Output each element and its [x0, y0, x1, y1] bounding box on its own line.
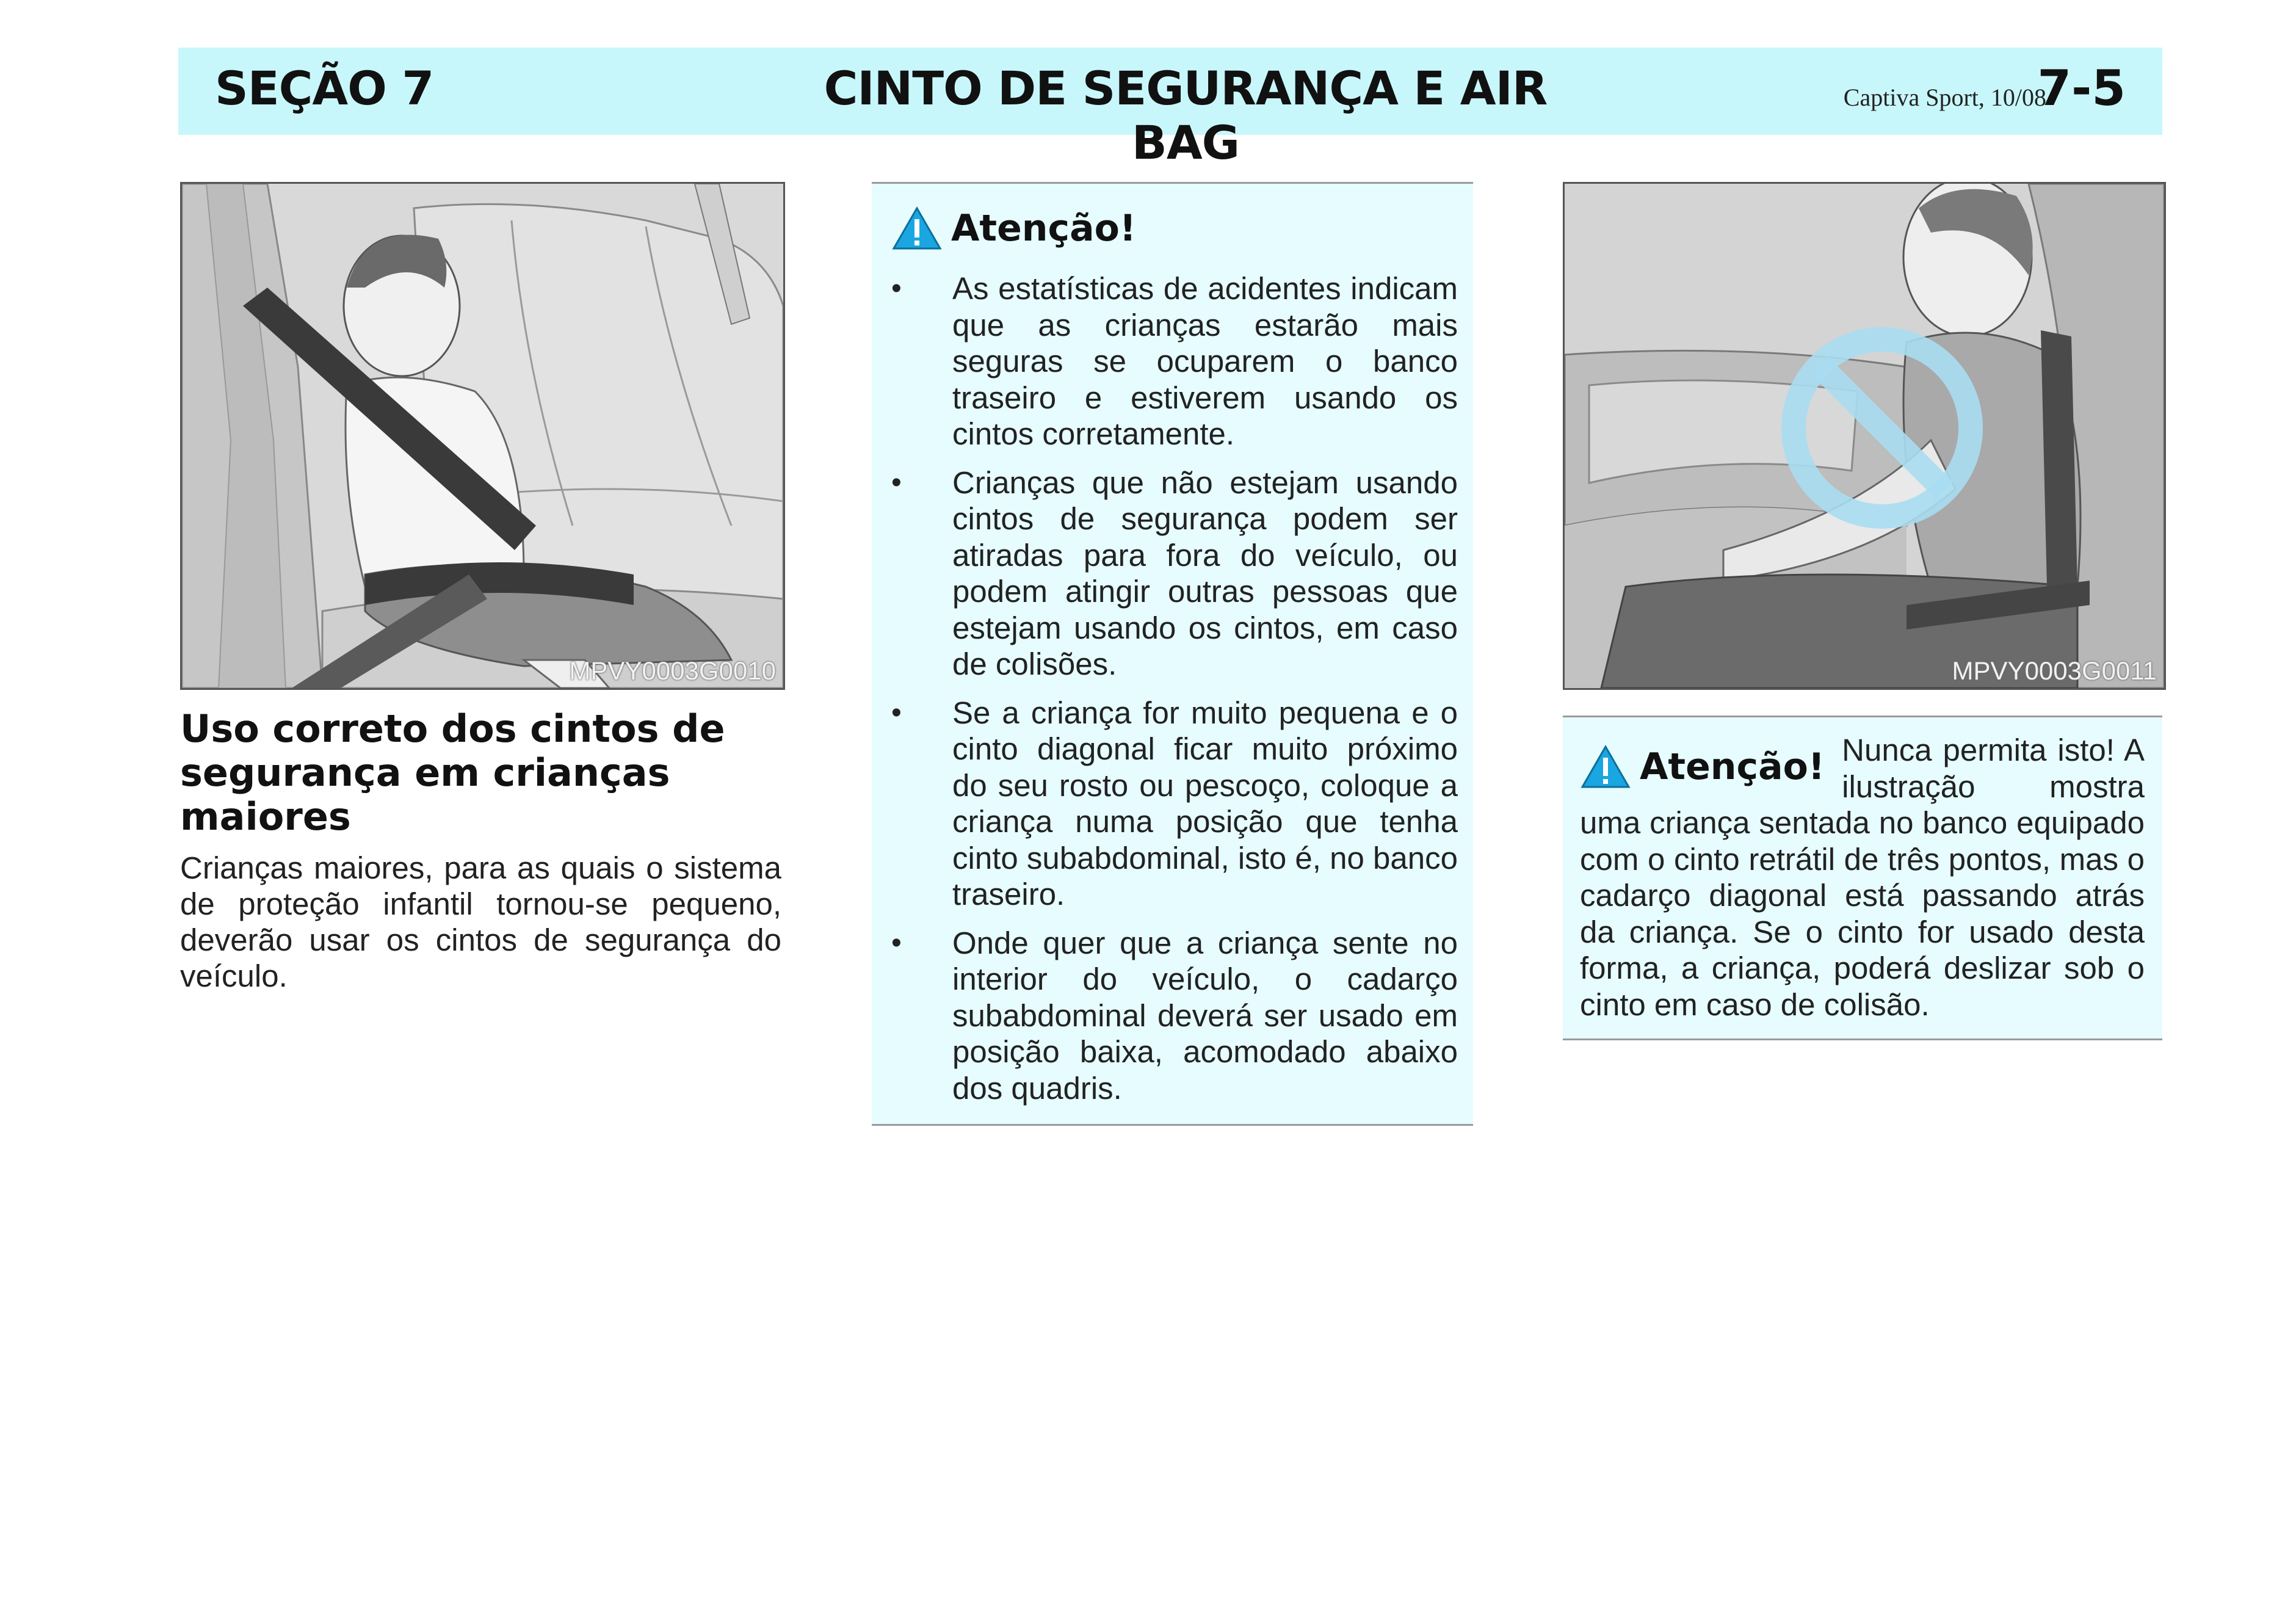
warning-title: [1580, 744, 1825, 789]
figure-code: MPVY0003G0010: [569, 656, 776, 685]
warning-bullet-list: [872, 270, 1458, 1118]
bullet-text: Onde quer que a criança sente no interior do veículo, o cadarço subabdominal deverá ser usado em posição baixa, acomodado abaixo dos quadris.: [952, 925, 1458, 1106]
list-item: [872, 695, 1458, 913]
list-item: [872, 925, 1458, 1107]
bullet-icon: •: [891, 926, 902, 959]
warning-title-text: Atenção!: [951, 207, 1137, 250]
page-number: 7-5: [2037, 60, 2126, 117]
edition-label: Captiva Sport, 10/08: [1843, 84, 2046, 111]
bullet-icon: •: [891, 696, 902, 729]
child-seatbelt-illustration: [182, 184, 783, 688]
incorrect-belt-use-illustration: [1565, 184, 2164, 688]
page-header: [178, 48, 2162, 170]
warning-box-right: [1563, 716, 2162, 1040]
warning-content: [1580, 732, 2145, 1023]
list-item: [872, 270, 1458, 452]
warning-box-center: [872, 182, 1473, 1126]
section-heading: Uso correto dos cintos de segurança em crianças maiores: [180, 706, 725, 839]
warning-title: [891, 206, 1136, 251]
warning-text: Nunca permita isto! A ilustração mostra uma criança sentada no banco equipado com o cinto retrátil de três pontos, mas o cadarço diagonal está passando atrás da criança. Se o cinto for usado desta forma, a criança, poderá deslizar sob o cinto em caso de colisão.: [1580, 733, 2145, 1022]
bullet-text: Se a criança for muito pequena e o cinto diagonal ficar muito próximo do seu rosto ou pescoço, coloque a criança numa posição que tenha cinto subabdominal, isto é, no banco traseiro.: [952, 695, 1458, 912]
bullet-text: Crianças que não estejam usando cintos de segurança podem ser atiradas para fora do veículo, ou podem atingir outras pessoas que estejam usando os cintos, em caso de colisões.: [952, 465, 1458, 681]
figure-code: MPVY0003G0011: [1952, 656, 2157, 685]
bullet-icon: •: [891, 466, 902, 499]
section-label: SEÇÃO 7: [215, 61, 434, 115]
bullet-text: As estatísticas de acidentes indicam que as crianças estarão mais seguras se ocuparem o banco traseiro e estiverem usando os cintos corretamente.: [952, 271, 1458, 451]
warning-triangle-icon: [891, 206, 943, 251]
page-title: CINTO DE SEGURANÇA E AIR BAG: [824, 61, 1548, 170]
incorrect-belt-figure: [1563, 182, 2166, 690]
warning-triangle-icon: [1580, 744, 1631, 789]
list-item: [872, 465, 1458, 683]
section-body: Crianças maiores, para as quais o sistema de proteção infantil tornou-se pequeno, deverão usar os cintos de segurança do veículo.: [180, 850, 781, 993]
bullet-icon: •: [891, 272, 902, 305]
warning-title-text: Atenção!: [1640, 745, 1825, 788]
child-seatbelt-figure: [180, 182, 785, 690]
